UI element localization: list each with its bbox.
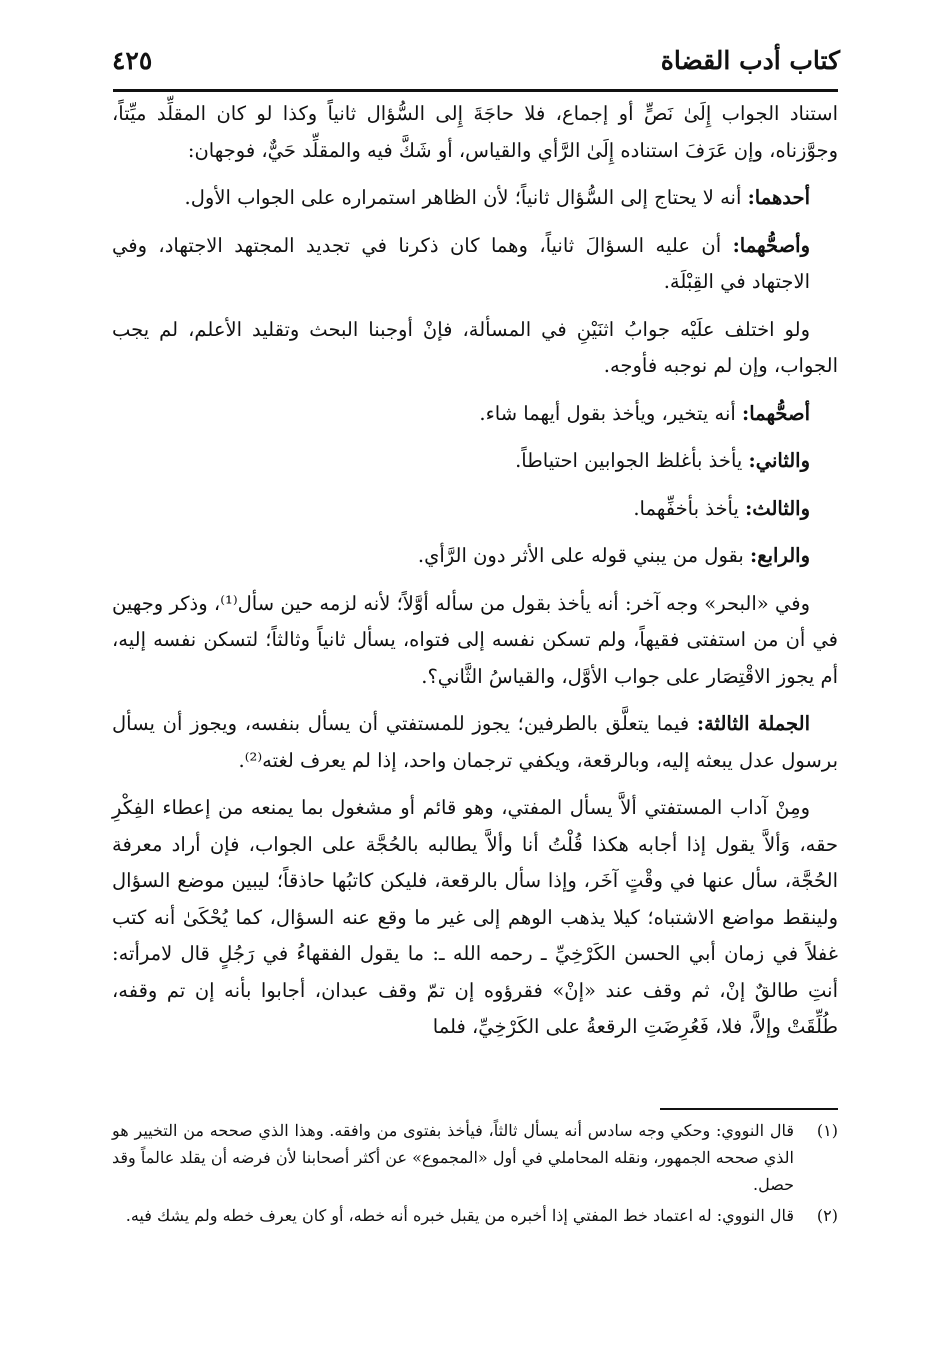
text-opinion-1: أنه يتخير، ويأخذ بقول أيهما شاء. [479,401,743,425]
text-sounder: أن عليه السؤالَ ثانياً، وهما كان ذكرنا في تجديد المجتهد الاجتهاد، وفي الاجتهاد في القِبْلَة. [112,233,810,293]
label-sounder: وأصحُّهما: [732,233,810,257]
header-divider [113,89,838,92]
label-opinion-1: أصحُّهما: [742,401,810,425]
text-opinion-4: بقول من يبني قوله على الأثر دون الرَّأي. [417,544,751,567]
page-number: ٤٢٥ [112,45,153,75]
footnote-number: (١) [816,1121,838,1140]
paragraph-third-section [112,706,838,779]
label-opinion-4: والرابع: [750,544,810,567]
page-header [112,38,840,82]
footnote-divider [660,1108,838,1110]
footnotes [112,1117,838,1233]
paragraph-bahr: وفي «البحر» وجه آخر: أنه يأخذ بقول من سأله أوَّلاً؛ لأنه لزمه حين سأل⁽¹⁾، وذكر وجهين في أن من استفتى فقيهاً، ولم تسكن نفسه إلى فتواه، يسأل ثانياً وثالثاً؛ لتسكن نفسه إليه، أم يجوز الاقْتِصَار على جواب الأوَّل، والقياسُ الثَّاني؟. [112,591,838,688]
footnote [112,1202,838,1229]
label-third-section: الجملة الثالثة: [696,712,810,735]
paragraph-sounder-view [112,228,838,301]
book-title: كتاب أدب القضاة [660,45,840,75]
main-text [112,96,838,1057]
paragraph-opinion-4 [112,538,838,575]
paragraph-first-view [112,180,838,217]
label-first: أحدهما: [747,186,810,209]
footnote-text: قال النووي: وحكي وجه سادس أنه يسأل ثالثاً، فيأخذ بفتوى من وافقه. وهذا الذي صححه من التخيير هو الذي صححه الجمهور، ونقله المحاملي في أول «المجموع» عن أكثر أصحابنا لأن فرضه أن يقلد عالماً وقد حصل. [112,1121,794,1194]
footnote-text: قال النووي: له اعتماد خط المفتي إذا أخبره من يقبل خبره أنه خطه، أو كان يعرف خطه ولم يشك فيه. [125,1206,794,1225]
footnote-number: (٢) [816,1206,838,1225]
text-opinion-2: يأخذ بأغلظ الجوابين احتياطاً. [515,449,749,472]
text-opinion-3: يأخذ بأخفِّهما. [633,496,746,520]
label-opinion-3: والثالث: [745,496,810,520]
paragraph-opinion-2 [112,443,838,480]
paragraph-disagreement: ولو اختلف علَيْه جوابُ اثنَيْنِ في المسألة، فإنْ أوجبنا البحث وتقليد الأعلم، لم يجب الجواب، وإن لم نوجبه فأوجه. [112,317,838,377]
label-opinion-2: والثاني: [748,449,810,472]
paragraph-opinion-3 [112,491,838,528]
paragraph-intro: استناد الجواب إِلَىٰ نَصٍّ أو إجماع، فلا حاجَةَ إِلى السُّؤال ثانياً وكذا لو كان المقلِّد ميِّتاً، وجوَّزناه، وإن عَرَفَ استناده إِلَىٰ الرَّأي والقياس، أو شَكَّ فيه والمقلِّد حَيٌّ، فوجهان: [112,102,838,162]
paragraph-etiquette: ومِنْ آداب المستفتي ألاَّ يسأل المفتي، وهو قائم أو مشغول بما يمنعه من إعطاء الفِكْرِ حقه، وَألاَّ يقول إذا أجابه هكذا قُلْتُ أنا وألاَّ يطالبه بالحُجَّة على الجواب، فإن أراد معرفة الحُجَّة، سأل عنها في وقْتٍ آخَر، وإذا سأل بالرقعة، فليكن كاتبُها حاذقاً؛ ليبين موضع السؤال ولينقط مواضع الاشتباه؛ كيلا يذهب الوهم إلى غير ما وقع عنه السؤال، كما يُحْكَىٰ أنه كتب غفلاً في زمان أبي الحسن الكَرْخِيِّ ـ رحمه الله ـ: ما يقول الفقهاءُ في رَجُلٍ قال لامرأته: أنتِ طالقٌ إنْ، ثم وقف عند «إنْ» فقرؤوه إن تمّ وقف عبدان، أجابوا بأنه إن تم وقفه، طُلِّقَتْ وإلاَّ، فلا، فَعُرِضَتِ الرقعةُ على الكَرْخِيِّ، فلما [112,796,838,1038]
text-third-section: فيما يتعلَّق بالطرفين؛ يجوز للمستفتي أن يسأل بنفسه، ويجوز أن يسأل برسول عدل يبعثه إليه، وبالرقعة، ويكفي ترجمان واحد، إذا لم يعرف لغته⁽²⁾. [112,712,838,772]
paragraph-opinion-1 [112,396,838,433]
text-first: أنه لا يحتاج إلى السُّؤال ثانياً؛ لأن الظاهر استمراره على الجواب الأول. [184,186,748,209]
footnote [112,1117,838,1198]
